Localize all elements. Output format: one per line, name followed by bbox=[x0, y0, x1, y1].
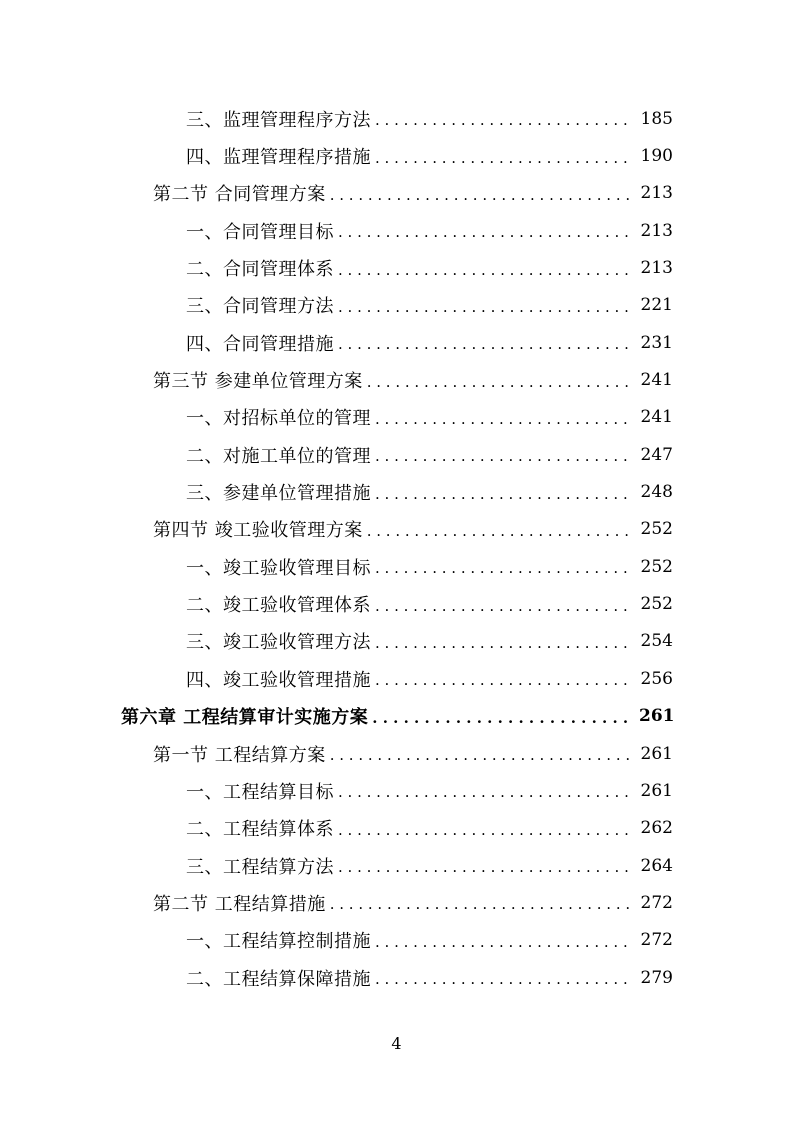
toc-entry-page: 262 bbox=[640, 818, 673, 839]
toc-entry-title: 二、对施工单位的管理 bbox=[186, 445, 371, 467]
toc-entry-page: 213 bbox=[640, 183, 673, 204]
toc-dot-leader bbox=[375, 408, 633, 427]
toc-entry-title: 第二节 工程结算措施 bbox=[153, 893, 326, 915]
toc-dot-leader bbox=[338, 221, 633, 240]
toc-entry[interactable] bbox=[0, 698, 793, 735]
toc-dot-leader bbox=[375, 557, 633, 576]
toc-entry-page: 261 bbox=[640, 780, 673, 801]
toc-dot-leader bbox=[375, 632, 633, 651]
toc-entry-page: 231 bbox=[640, 332, 673, 353]
toc-entry[interactable] bbox=[0, 137, 793, 174]
toc-entry-page: 252 bbox=[640, 519, 673, 540]
toc-entry-title: 一、竣工验收管理目标 bbox=[186, 557, 371, 579]
toc-entry-page: 261 bbox=[639, 706, 675, 727]
toc-entry-page: 190 bbox=[640, 146, 673, 167]
toc-entry[interactable] bbox=[0, 585, 793, 622]
toc-entry[interactable] bbox=[0, 287, 793, 324]
toc-dot-leader bbox=[330, 893, 633, 912]
toc-dot-leader bbox=[367, 371, 633, 390]
toc-entry-page: 252 bbox=[640, 594, 673, 615]
toc-dot-leader bbox=[338, 819, 633, 838]
toc-entry[interactable] bbox=[0, 212, 793, 249]
toc-entry-page: 264 bbox=[640, 855, 673, 876]
table-of-contents bbox=[0, 100, 793, 996]
toc-entry-page: 272 bbox=[640, 930, 673, 951]
toc-entry[interactable] bbox=[0, 436, 793, 473]
toc-entry[interactable] bbox=[0, 772, 793, 809]
toc-entry[interactable] bbox=[0, 175, 793, 212]
toc-entry-title: 一、合同管理目标 bbox=[186, 221, 334, 243]
toc-entry-page: 221 bbox=[640, 295, 673, 316]
toc-entry-title: 二、工程结算保障措施 bbox=[186, 968, 371, 990]
toc-entry-title: 二、竣工验收管理体系 bbox=[186, 595, 371, 617]
toc-entry-page: 213 bbox=[640, 258, 673, 279]
toc-entry[interactable] bbox=[0, 623, 793, 660]
toc-dot-leader bbox=[375, 147, 633, 166]
toc-entry[interactable] bbox=[0, 511, 793, 548]
toc-dot-leader bbox=[330, 184, 633, 203]
toc-dot-leader bbox=[375, 669, 633, 688]
toc-entry-title: 第二节 合同管理方案 bbox=[153, 184, 326, 206]
toc-entry[interactable] bbox=[0, 100, 793, 137]
toc-entry-title: 三、工程结算方法 bbox=[186, 856, 334, 878]
toc-entry[interactable] bbox=[0, 884, 793, 921]
toc-entry-title: 二、工程结算体系 bbox=[186, 819, 334, 841]
toc-entry-page: 252 bbox=[640, 556, 673, 577]
toc-entry[interactable] bbox=[0, 548, 793, 585]
toc-entry-title: 第四节 竣工验收管理方案 bbox=[153, 520, 363, 542]
toc-dot-leader bbox=[338, 333, 633, 352]
toc-entry-title: 一、对招标单位的管理 bbox=[186, 408, 371, 430]
toc-entry[interactable] bbox=[0, 959, 793, 996]
toc-entry[interactable] bbox=[0, 399, 793, 436]
toc-dot-leader bbox=[375, 483, 633, 502]
toc-dot-leader bbox=[367, 520, 633, 539]
page-number: 4 bbox=[391, 1034, 402, 1053]
toc-dot-leader bbox=[338, 259, 633, 278]
toc-entry[interactable] bbox=[0, 922, 793, 959]
toc-dot-leader bbox=[375, 931, 633, 950]
toc-entry[interactable] bbox=[0, 361, 793, 398]
toc-dot-leader bbox=[338, 781, 633, 800]
toc-entry[interactable] bbox=[0, 847, 793, 884]
toc-entry[interactable] bbox=[0, 324, 793, 361]
toc-entry-page: 185 bbox=[640, 108, 673, 129]
toc-entry[interactable] bbox=[0, 810, 793, 847]
toc-entry-page: 248 bbox=[640, 482, 673, 503]
toc-entry-page: 272 bbox=[640, 892, 673, 913]
toc-entry-page: 241 bbox=[640, 407, 673, 428]
toc-entry[interactable] bbox=[0, 660, 793, 697]
toc-entry[interactable] bbox=[0, 473, 793, 510]
toc-entry-title: 第六章 工程结算审计实施方案 bbox=[121, 707, 369, 729]
toc-entry-title: 四、合同管理措施 bbox=[186, 333, 334, 355]
toc-entry[interactable] bbox=[0, 249, 793, 286]
toc-entry-title: 二、合同管理体系 bbox=[186, 259, 334, 281]
toc-entry-title: 一、工程结算控制措施 bbox=[186, 931, 371, 953]
toc-entry-page: 213 bbox=[640, 220, 673, 241]
toc-entry-page: 254 bbox=[640, 631, 673, 652]
toc-entry-title: 三、参建单位管理措施 bbox=[186, 483, 371, 505]
toc-dot-leader bbox=[372, 707, 633, 726]
toc-entry-title: 四、监理管理程序措施 bbox=[186, 147, 371, 169]
toc-dot-leader bbox=[375, 445, 633, 464]
toc-entry-page: 279 bbox=[640, 967, 673, 988]
toc-entry-title: 一、工程结算目标 bbox=[186, 781, 334, 803]
toc-dot-leader bbox=[338, 296, 633, 315]
toc-dot-leader bbox=[375, 595, 633, 614]
toc-dot-leader bbox=[375, 109, 633, 128]
toc-dot-leader bbox=[375, 968, 633, 987]
toc-dot-leader bbox=[330, 744, 633, 763]
toc-entry-title: 第一节 工程结算方案 bbox=[153, 744, 326, 766]
toc-entry-title: 三、合同管理方法 bbox=[186, 296, 334, 318]
toc-entry-page: 256 bbox=[640, 668, 673, 689]
toc-entry-title: 第三节 参建单位管理方案 bbox=[153, 371, 363, 393]
toc-entry[interactable] bbox=[0, 735, 793, 772]
toc-entry-title: 三、监理管理程序方法 bbox=[186, 109, 371, 131]
toc-entry-title: 三、竣工验收管理方法 bbox=[186, 632, 371, 654]
toc-entry-page: 261 bbox=[640, 743, 673, 764]
toc-dot-leader bbox=[338, 856, 633, 875]
toc-entry-page: 241 bbox=[640, 370, 673, 391]
toc-entry-title: 四、竣工验收管理措施 bbox=[186, 669, 371, 691]
toc-entry-page: 247 bbox=[640, 444, 673, 465]
